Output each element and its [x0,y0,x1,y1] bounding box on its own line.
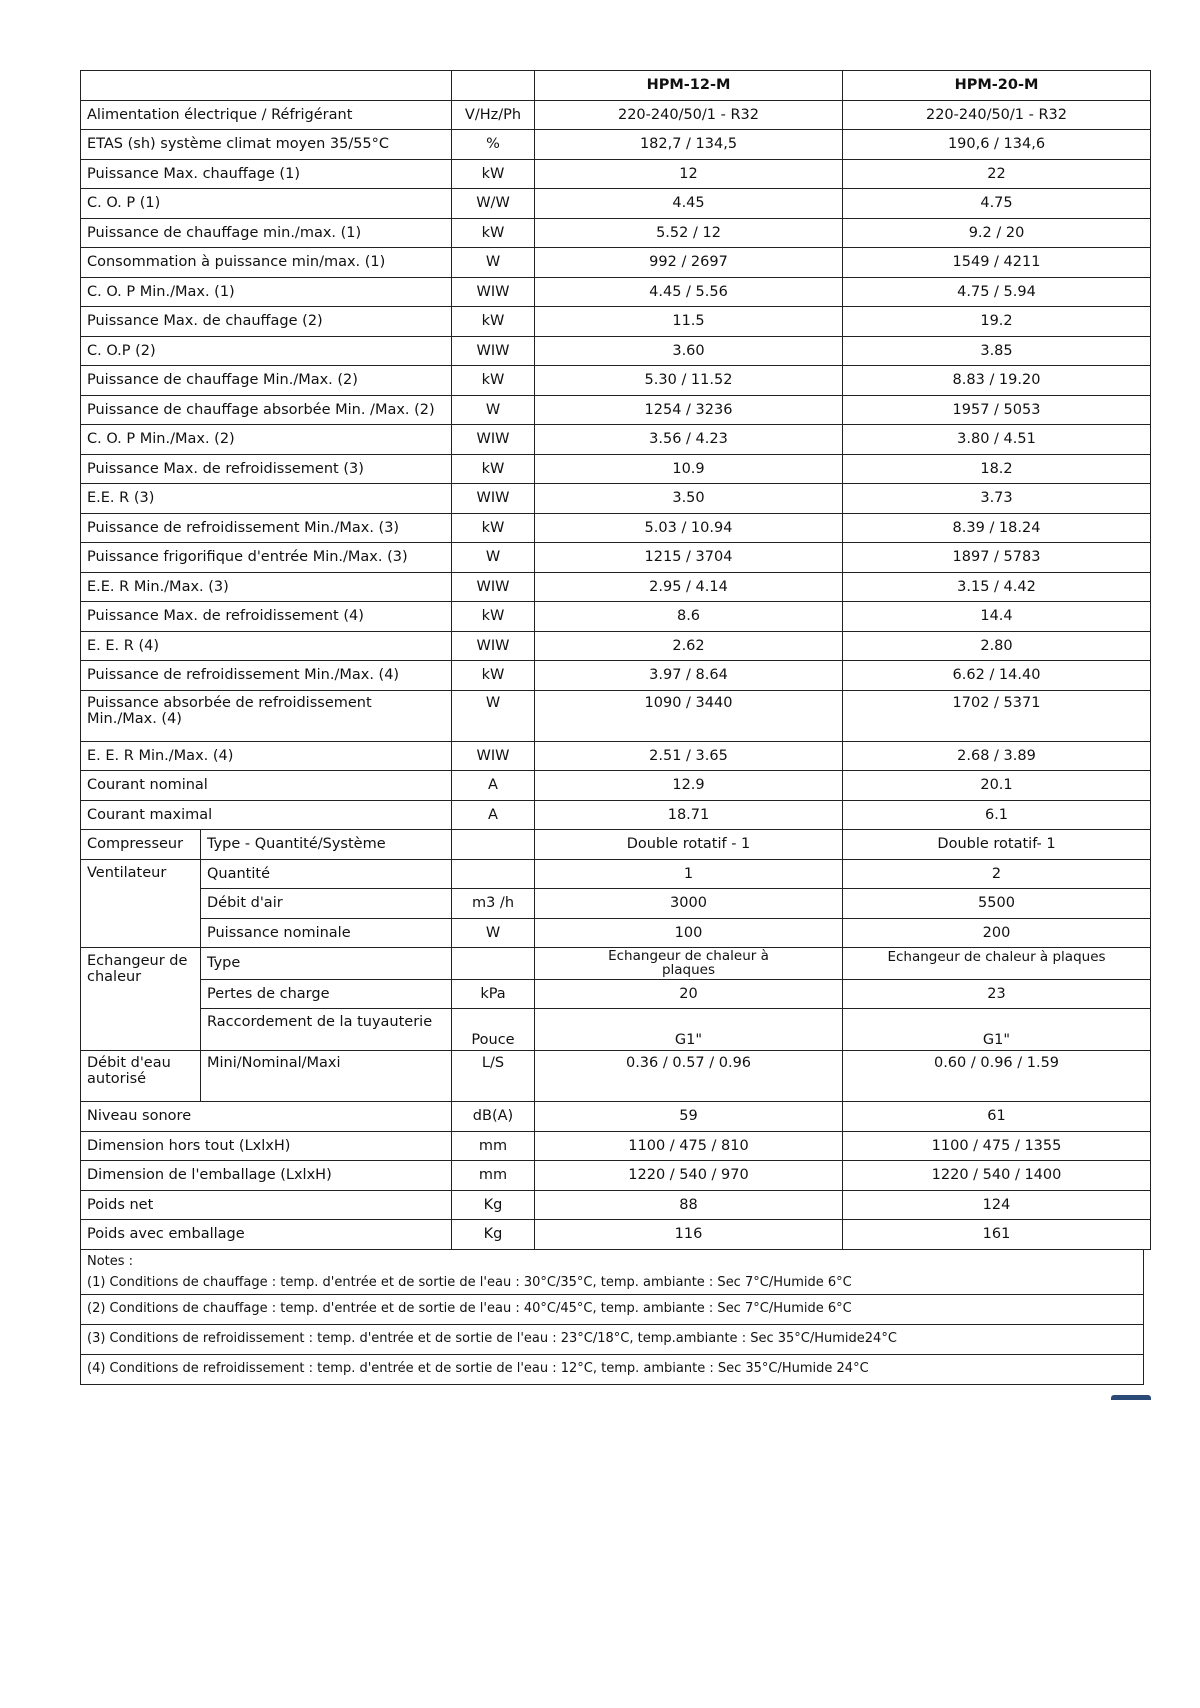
row-unit: A [452,800,535,830]
row-label: Dimension de l'emballage (LxlxH) [81,1161,452,1191]
header-unit-cell [452,71,535,101]
row-unit [452,948,535,980]
row-value-hpm-20: G1" [843,1009,1151,1051]
row-value-hpm-12: 18.71 [535,800,843,830]
row-unit: % [452,130,535,160]
row-value-hpm-20: 5500 [843,889,1151,919]
row-sublabel: Puissance nominale [201,918,452,948]
note-1: (1) Conditions de chauffage : temp. d'entrée et de sortie de l'eau : 30°C/35°C, temp. ambiante : Sec 7°C/Humide 6°C [81,1272,1144,1295]
table-row [81,454,1151,484]
row-value-hpm-12: 100 [535,918,843,948]
row-value-hpm-20: 1957 / 5053 [843,395,1151,425]
table-row [81,1102,1151,1132]
row-value-hpm-12: 20 [535,979,843,1009]
row-unit: Kg [452,1220,535,1250]
table-row [81,979,1151,1009]
row-value-hpm-12: 1254 / 3236 [535,395,843,425]
table-row [81,100,1151,130]
header-label-cell [81,71,452,101]
row-value-hpm-20: 23 [843,979,1151,1009]
note-2: (2) Conditions de chauffage : temp. d'entrée et de sortie de l'eau : 40°C/45°C, temp. ambiante : Sec 7°C/Humide 6°C [81,1294,1144,1324]
row-value-hpm-20: 1220 / 540 / 1400 [843,1161,1151,1191]
row-label: Puissance de refroidissement Min./Max. (3) [81,513,452,543]
table-row [81,771,1151,801]
group-echangeur: Echangeur de chaleur [81,948,201,1051]
row-value-hpm-12: 8.6 [535,602,843,632]
table-row [81,1220,1151,1250]
row-unit: WIW [452,741,535,771]
row-label: Puissance de chauffage Min./Max. (2) [81,366,452,396]
row-value-hpm-20: 124 [843,1190,1151,1220]
row-value-hpm-12: 1 [535,859,843,889]
row-sublabel: Type [201,948,452,980]
table-row [81,130,1151,160]
row-label: C. O. P (1) [81,189,452,219]
row-value-hpm-20: 20.1 [843,771,1151,801]
row-unit: W [452,395,535,425]
table-row [81,1190,1151,1220]
row-value-hpm-20: 220-240/50/1 - R32 [843,100,1151,130]
row-sublabel: Type - Quantité/Système [201,830,452,860]
row-unit: kW [452,366,535,396]
row-value-hpm-12: Double rotatif - 1 [535,830,843,860]
row-value-hpm-12: 12.9 [535,771,843,801]
table-row [81,1161,1151,1191]
row-unit: WIW [452,631,535,661]
table-row [81,889,1151,919]
row-sublabel: Pertes de charge [201,979,452,1009]
row-value-hpm-20: 3.15 / 4.42 [843,572,1151,602]
table-row [81,1009,1151,1051]
row-value-hpm-12: 3.97 / 8.64 [535,661,843,691]
row-value-hpm-20: 8.39 / 18.24 [843,513,1151,543]
row-unit: kW [452,307,535,337]
row-value-hpm-12: 5.03 / 10.94 [535,513,843,543]
row-sublabel: Débit d'air [201,889,452,919]
row-value-hpm-20: 4.75 / 5.94 [843,277,1151,307]
row-value-hpm-12: 182,7 / 134,5 [535,130,843,160]
table-row [81,484,1151,514]
table-row [81,631,1151,661]
table-row [81,425,1151,455]
row-value-hpm-20: 3.73 [843,484,1151,514]
table-row [81,830,1151,860]
row-label: Courant maximal [81,800,452,830]
row-sublabel: Mini/Nominal/Maxi [201,1051,452,1102]
row-unit [452,830,535,860]
row-label: E. E. R (4) [81,631,452,661]
row-unit: kW [452,218,535,248]
row-value-hpm-12: 59 [535,1102,843,1132]
table-row [81,218,1151,248]
row-unit: WIW [452,277,535,307]
table-row [81,741,1151,771]
row-value-hpm-12: 5.30 / 11.52 [535,366,843,396]
row-unit: kW [452,159,535,189]
table-row [81,307,1151,337]
table-row [81,1051,1151,1102]
row-label: Puissance de refroidissement Min./Max. (4) [81,661,452,691]
row-value-hpm-20: 0.60 / 0.96 / 1.59 [843,1051,1151,1102]
row-unit [452,859,535,889]
row-sublabel: Quantité [201,859,452,889]
row-label: Puissance frigorifique d'entrée Min./Max. (3) [81,543,452,573]
table-row [81,366,1151,396]
row-unit: mm [452,1131,535,1161]
row-label: Consommation à puissance min/max. (1) [81,248,452,278]
model-hpm-12-m: HPM-12-M [535,71,843,101]
table-row [81,513,1151,543]
row-label: Puissance Max. de refroidissement (4) [81,602,452,632]
row-value-hpm-12: 3.56 / 4.23 [535,425,843,455]
row-value-hpm-12: 116 [535,1220,843,1250]
row-unit: mm [452,1161,535,1191]
row-value-hpm-12: 2.51 / 3.65 [535,741,843,771]
row-label: Dimension hors tout (LxlxH) [81,1131,452,1161]
table-row [81,248,1151,278]
group-ventilateur: Ventilateur [81,859,201,948]
row-unit: W [452,918,535,948]
group-compresseur: Compresseur [81,830,201,860]
row-unit: m3 /h [452,889,535,919]
row-unit: W/W [452,189,535,219]
table-row [81,661,1151,691]
row-unit: kW [452,602,535,632]
note-3: (3) Conditions de refroidissement : temp. d'entrée et de sortie de l'eau : 23°C/18°C, temp.ambiante : Sec 35°C/Humide24°C [81,1324,1144,1354]
header-row [81,71,1151,101]
row-value-hpm-12: 1090 / 3440 [535,690,843,741]
row-value-hpm-12: 1100 / 475 / 810 [535,1131,843,1161]
row-unit: L/S [452,1051,535,1102]
row-value-hpm-12: 3.50 [535,484,843,514]
row-label: C. O. P Min./Max. (1) [81,277,452,307]
row-value-hpm-20: 1702 / 5371 [843,690,1151,741]
row-label: Poids net [81,1190,452,1220]
row-label: C. O. P Min./Max. (2) [81,425,452,455]
row-unit: kW [452,454,535,484]
row-value-hpm-20: 6.62 / 14.40 [843,661,1151,691]
row-unit: W [452,690,535,741]
table-row [81,918,1151,948]
table-row [81,602,1151,632]
row-unit: kW [452,661,535,691]
row-unit: A [452,771,535,801]
row-value-hpm-20: 4.75 [843,189,1151,219]
row-value-hpm-20: 3.85 [843,336,1151,366]
row-value-hpm-20: 8.83 / 19.20 [843,366,1151,396]
row-label: ETAS (sh) système climat moyen 35/55°C [81,130,452,160]
row-value-hpm-20: 1100 / 475 / 1355 [843,1131,1151,1161]
row-value-hpm-12: 3.60 [535,336,843,366]
row-unit: WIW [452,336,535,366]
table-row [81,1131,1151,1161]
row-value-hpm-20: 18.2 [843,454,1151,484]
note-4: (4) Conditions de refroidissement : temp. d'entrée et de sortie de l'eau : 12°C, temp. ambiante : Sec 35°C/Humide 24°C [81,1354,1144,1384]
row-value-hpm-20: 1897 / 5783 [843,543,1151,573]
table-row [81,800,1151,830]
row-unit: Kg [452,1190,535,1220]
row-value-hpm-20: 14.4 [843,602,1151,632]
notes-title: Notes : [81,1249,1144,1272]
group-debit-eau: Débit d'eau autorisé [81,1051,201,1102]
row-label: Puissance Max. chauffage (1) [81,159,452,189]
row-value-hpm-12: 3000 [535,889,843,919]
notes-table [80,1249,1144,1385]
table-row [81,395,1151,425]
row-value-hpm-12: 11.5 [535,307,843,337]
table-row [81,336,1151,366]
row-value-hpm-20: 6.1 [843,800,1151,830]
row-unit: dB(A) [452,1102,535,1132]
row-sublabel: Raccordement de la tuyauterie [201,1009,452,1051]
row-value-hpm-12: 4.45 [535,189,843,219]
table-row [81,277,1151,307]
row-value-hpm-20: 22 [843,159,1151,189]
row-label: E.E. R Min./Max. (3) [81,572,452,602]
row-unit: V/Hz/Ph [452,100,535,130]
row-value-hpm-20: 3.80 / 4.51 [843,425,1151,455]
row-label: Puissance absorbée de refroidissement Min./Max. (4) [81,690,452,741]
row-value-hpm-12: 2.62 [535,631,843,661]
row-label: Poids avec emballage [81,1220,452,1250]
row-value-hpm-20: 9.2 / 20 [843,218,1151,248]
row-value-hpm-12: 1220 / 540 / 970 [535,1161,843,1191]
spec-sheet [80,70,1150,1385]
row-unit: WIW [452,425,535,455]
row-value-hpm-20: 200 [843,918,1151,948]
row-label: C. O.P (2) [81,336,452,366]
row-unit: kPa [452,979,535,1009]
row-value-hpm-12: 4.45 / 5.56 [535,277,843,307]
row-label: Puissance de chauffage min./max. (1) [81,218,452,248]
row-value-hpm-12: 88 [535,1190,843,1220]
model-hpm-20-m: HPM-20-M [843,71,1151,101]
row-value-hpm-20: 61 [843,1102,1151,1132]
table-row [81,543,1151,573]
row-value-hpm-12: 10.9 [535,454,843,484]
row-value-hpm-12: 1215 / 3704 [535,543,843,573]
row-label: Alimentation électrique / Réfrigérant [81,100,452,130]
row-label: E.E. R (3) [81,484,452,514]
table-row [81,859,1151,889]
table-row [81,690,1151,741]
row-unit: W [452,248,535,278]
row-unit: WIW [452,484,535,514]
row-value-hpm-20: 2.80 [843,631,1151,661]
table-row [81,189,1151,219]
row-value-hpm-20: Echangeur de chaleur à plaques [843,948,1151,980]
spec-table [80,70,1151,1250]
row-label: Courant nominal [81,771,452,801]
row-value-hpm-12: Echangeur de chaleur à plaques [535,948,843,980]
row-value-hpm-20: 2.68 / 3.89 [843,741,1151,771]
row-value-hpm-20: 2 [843,859,1151,889]
row-label: E. E. R Min./Max. (4) [81,741,452,771]
row-value-hpm-12: 0.36 / 0.57 / 0.96 [535,1051,843,1102]
table-row [81,572,1151,602]
row-value-hpm-20: 161 [843,1220,1151,1250]
row-unit: kW [452,513,535,543]
row-value-hpm-12: 5.52 / 12 [535,218,843,248]
row-value-hpm-12: 992 / 2697 [535,248,843,278]
corner-decoration [1111,1395,1151,1400]
row-value-hpm-20: 19.2 [843,307,1151,337]
row-label: Puissance de chauffage absorbée Min. /Max. (2) [81,395,452,425]
row-unit: WIW [452,572,535,602]
row-value-hpm-20: 1549 / 4211 [843,248,1151,278]
row-label: Puissance Max. de refroidissement (3) [81,454,452,484]
row-unit: Pouce [452,1009,535,1051]
row-value-hpm-12: 12 [535,159,843,189]
table-row [81,159,1151,189]
table-row [81,948,1151,980]
row-value-hpm-20: Double rotatif- 1 [843,830,1151,860]
row-value-hpm-12: 220-240/50/1 - R32 [535,100,843,130]
row-label: Niveau sonore [81,1102,452,1132]
row-value-hpm-12: 2.95 / 4.14 [535,572,843,602]
row-label: Puissance Max. de chauffage (2) [81,307,452,337]
row-value-hpm-20: 190,6 / 134,6 [843,130,1151,160]
row-value-hpm-12: G1" [535,1009,843,1051]
row-unit: W [452,543,535,573]
